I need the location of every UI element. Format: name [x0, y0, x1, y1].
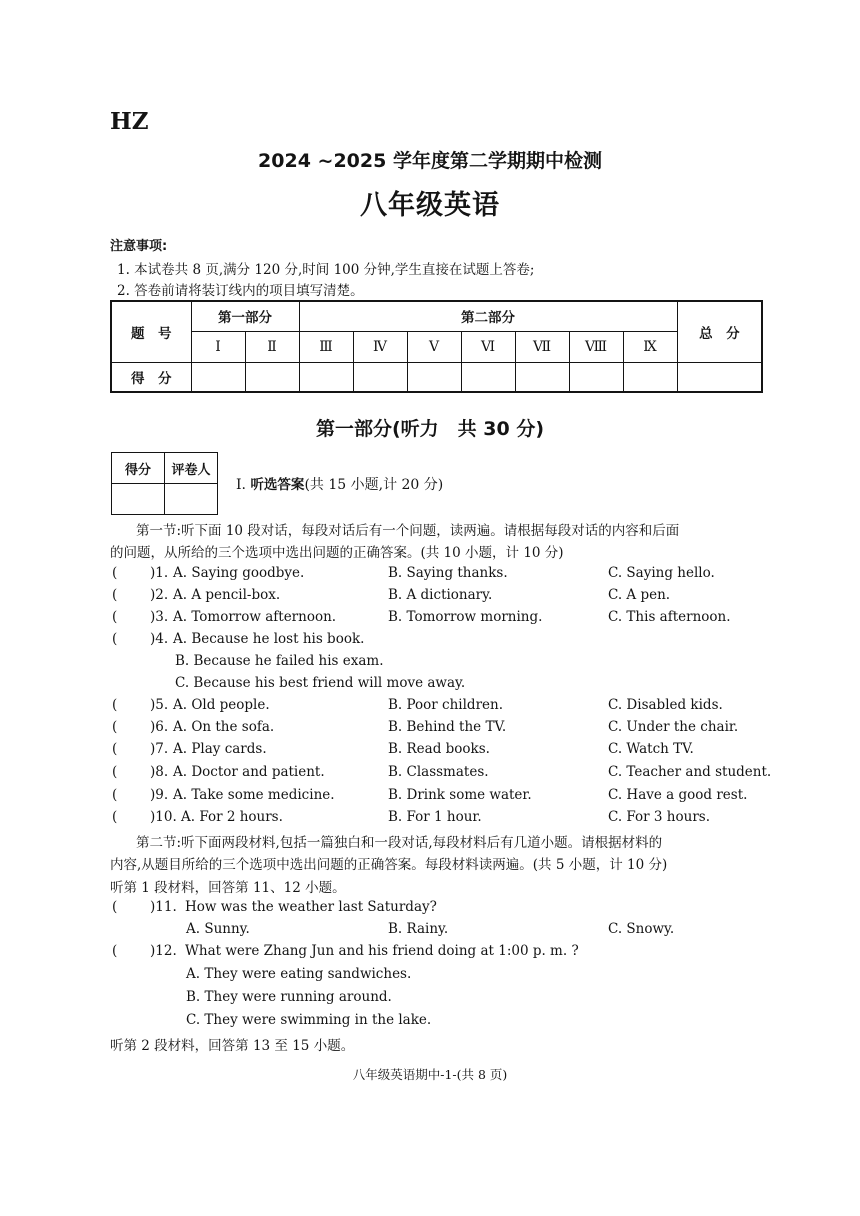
section1-note: (共 15 小题,计 20 分) [304, 477, 444, 493]
score-cell [191, 362, 245, 392]
score-row-label: 得 分 [111, 362, 191, 392]
exam-title: 2024 ~2025 学年度第二学期期中检测 [258, 150, 602, 172]
option-c: C. Saying hello. [608, 565, 715, 581]
score-cell [353, 362, 407, 392]
score-cell [569, 362, 623, 392]
col-roman-5: Ⅴ [407, 331, 461, 362]
page-footer: 八年级英语期中-1-(共 8 页) [352, 1067, 508, 1082]
notice-item-1: 1. 本试卷共 8 页,满分 120 分,时间 100 分钟,学生直接在试题上答卷; [117, 262, 535, 278]
sub1-instruction-line1: 第一节:听下面 10 段对话，每段对话后有一个问题，读两遍。请根据每段对话的内容和后面 [136, 523, 680, 539]
option-b: B. Classmates. [388, 764, 489, 780]
question-number: )7. [150, 741, 169, 757]
question-number: )12. [150, 943, 177, 959]
option-a: A. Take some medicine. [173, 787, 335, 803]
score-cell [245, 362, 299, 392]
col-roman-3: Ⅲ [299, 331, 353, 362]
grader-name-cell [165, 484, 218, 515]
option-b: B. Because he failed his exam. [175, 653, 384, 669]
option-b: B. Behind the TV. [388, 719, 507, 735]
option-c: C. For 3 hours. [608, 809, 711, 825]
option-a: A. For 2 hours. [181, 809, 283, 825]
sub2-instruction-line1: 第二节:听下面两段材料,包括一篇独白和一段对话,每段材料后有几道小题。请根据材料的 [136, 835, 663, 851]
sub2-instruction-line2: 内容,从题目所给的三个选项中选出问题的正确答案。每段材料读两遍。(共 5 小题，计 10 分) [110, 857, 668, 873]
answer-bracket: ( [112, 741, 118, 757]
col-roman-8: Ⅷ [569, 331, 623, 362]
question-number: )3. [150, 609, 169, 625]
notice-heading: 注意事项: [110, 239, 168, 254]
question-number: )6. [150, 719, 169, 735]
option-b: B. For 1 hour. [388, 809, 482, 825]
score-cell [461, 362, 515, 392]
option-a: A. Tomorrow afternoon. [173, 609, 337, 625]
col-roman-6: Ⅵ [461, 331, 515, 362]
part1-header: 第一部分 [191, 301, 299, 331]
option-b: B. Tomorrow morning. [388, 609, 543, 625]
answer-bracket: ( [112, 943, 118, 959]
option-b: B. Saying thanks. [388, 565, 508, 581]
option-c: C. Under the chair. [608, 719, 739, 735]
question-number: )5. [150, 697, 169, 713]
option-a: A. Sunny. [186, 921, 250, 937]
answer-bracket: ( [112, 719, 118, 735]
part1-title: 第一部分(听力 共 30 分) [315, 418, 545, 440]
option-a: A. Doctor and patient. [173, 764, 325, 780]
score-cell [623, 362, 677, 392]
answer-bracket: ( [112, 899, 118, 915]
option-a: A. Because he lost his book. [173, 631, 365, 647]
exam-subject: 八年级英语 [360, 190, 500, 221]
question-number: )8. [150, 764, 169, 780]
option-b: B. They were running around. [186, 989, 392, 1005]
question-number: )2. [150, 587, 169, 603]
score-cell [407, 362, 461, 392]
option-c: C. A pen. [608, 587, 671, 603]
notice-item-2: 2. 答卷前请将装订线内的项目填写清楚。 [117, 283, 364, 299]
option-a: A. Saying goodbye. [173, 565, 305, 581]
option-b: B. Drink some water. [388, 787, 532, 803]
grader-box [111, 452, 218, 515]
col-roman-2: Ⅱ [245, 331, 299, 362]
option-b: B. A dictionary. [388, 587, 493, 603]
option-c: C. Because his best friend will move away. [175, 675, 466, 691]
question-stem: How was the weather last Saturday? [185, 899, 437, 915]
material2-label: 听第 2 段材料，回答第 13 至 15 小题。 [110, 1038, 355, 1054]
answer-bracket: ( [112, 809, 118, 825]
option-c: C. They were swimming in the lake. [186, 1012, 432, 1028]
option-c: C. Snowy. [608, 921, 675, 937]
answer-bracket: ( [112, 787, 118, 803]
answer-bracket: ( [112, 565, 118, 581]
exam-code: HZ [110, 108, 149, 135]
grader-name-label: 评卷人 [165, 453, 218, 484]
section1-roman: Ⅰ. [236, 477, 246, 493]
section1-heading [236, 473, 443, 494]
question-number: )1. [150, 565, 169, 581]
option-a: A. Old people. [173, 697, 270, 713]
grader-score-label: 得分 [112, 453, 165, 484]
option-a: A. Play cards. [173, 741, 267, 757]
col-roman-1: Ⅰ [191, 331, 245, 362]
item-number-label: 题 号 [111, 301, 191, 362]
question-stem: What were Zhang Jun and his friend doing at 1:00 p. m. ? [185, 943, 579, 959]
option-c: C. This afternoon. [608, 609, 731, 625]
question-number: )4. [150, 631, 169, 647]
total-label: 总 分 [677, 301, 762, 362]
option-b: B. Poor children. [388, 697, 504, 713]
material1-label: 听第 1 段材料，回答第 11、12 小题。 [110, 880, 346, 896]
part2-header: 第二部分 [299, 301, 677, 331]
option-c: C. Teacher and student. [608, 764, 772, 780]
answer-bracket: ( [112, 697, 118, 713]
score-table [110, 300, 763, 393]
option-c: C. Watch TV. [608, 741, 694, 757]
col-roman-7: Ⅶ [515, 331, 569, 362]
question-number: )10. [150, 809, 177, 825]
option-a: A. On the sofa. [173, 719, 275, 735]
option-a: A. They were eating sandwiches. [186, 966, 412, 982]
answer-bracket: ( [112, 587, 118, 603]
col-roman-9: Ⅸ [623, 331, 677, 362]
score-cell [299, 362, 353, 392]
option-b: B. Read books. [388, 741, 490, 757]
grader-score-cell [112, 484, 165, 515]
answer-bracket: ( [112, 764, 118, 780]
question-number: )11. [150, 899, 177, 915]
question-number: )9. [150, 787, 169, 803]
answer-bracket: ( [112, 631, 118, 647]
section1-title: 听选答案 [250, 477, 305, 493]
option-a: A. A pencil-box. [173, 587, 281, 603]
option-b: B. Rainy. [388, 921, 449, 937]
option-c: C. Disabled kids. [608, 697, 723, 713]
total-score-cell [677, 362, 762, 392]
sub1-instruction-line2: 的问题，从所给的三个选项中选出问题的正确答案。(共 10 小题，计 10 分) [110, 545, 564, 561]
col-roman-4: Ⅳ [353, 331, 407, 362]
option-c: C. Have a good rest. [608, 787, 748, 803]
answer-bracket: ( [112, 609, 118, 625]
score-cell [515, 362, 569, 392]
